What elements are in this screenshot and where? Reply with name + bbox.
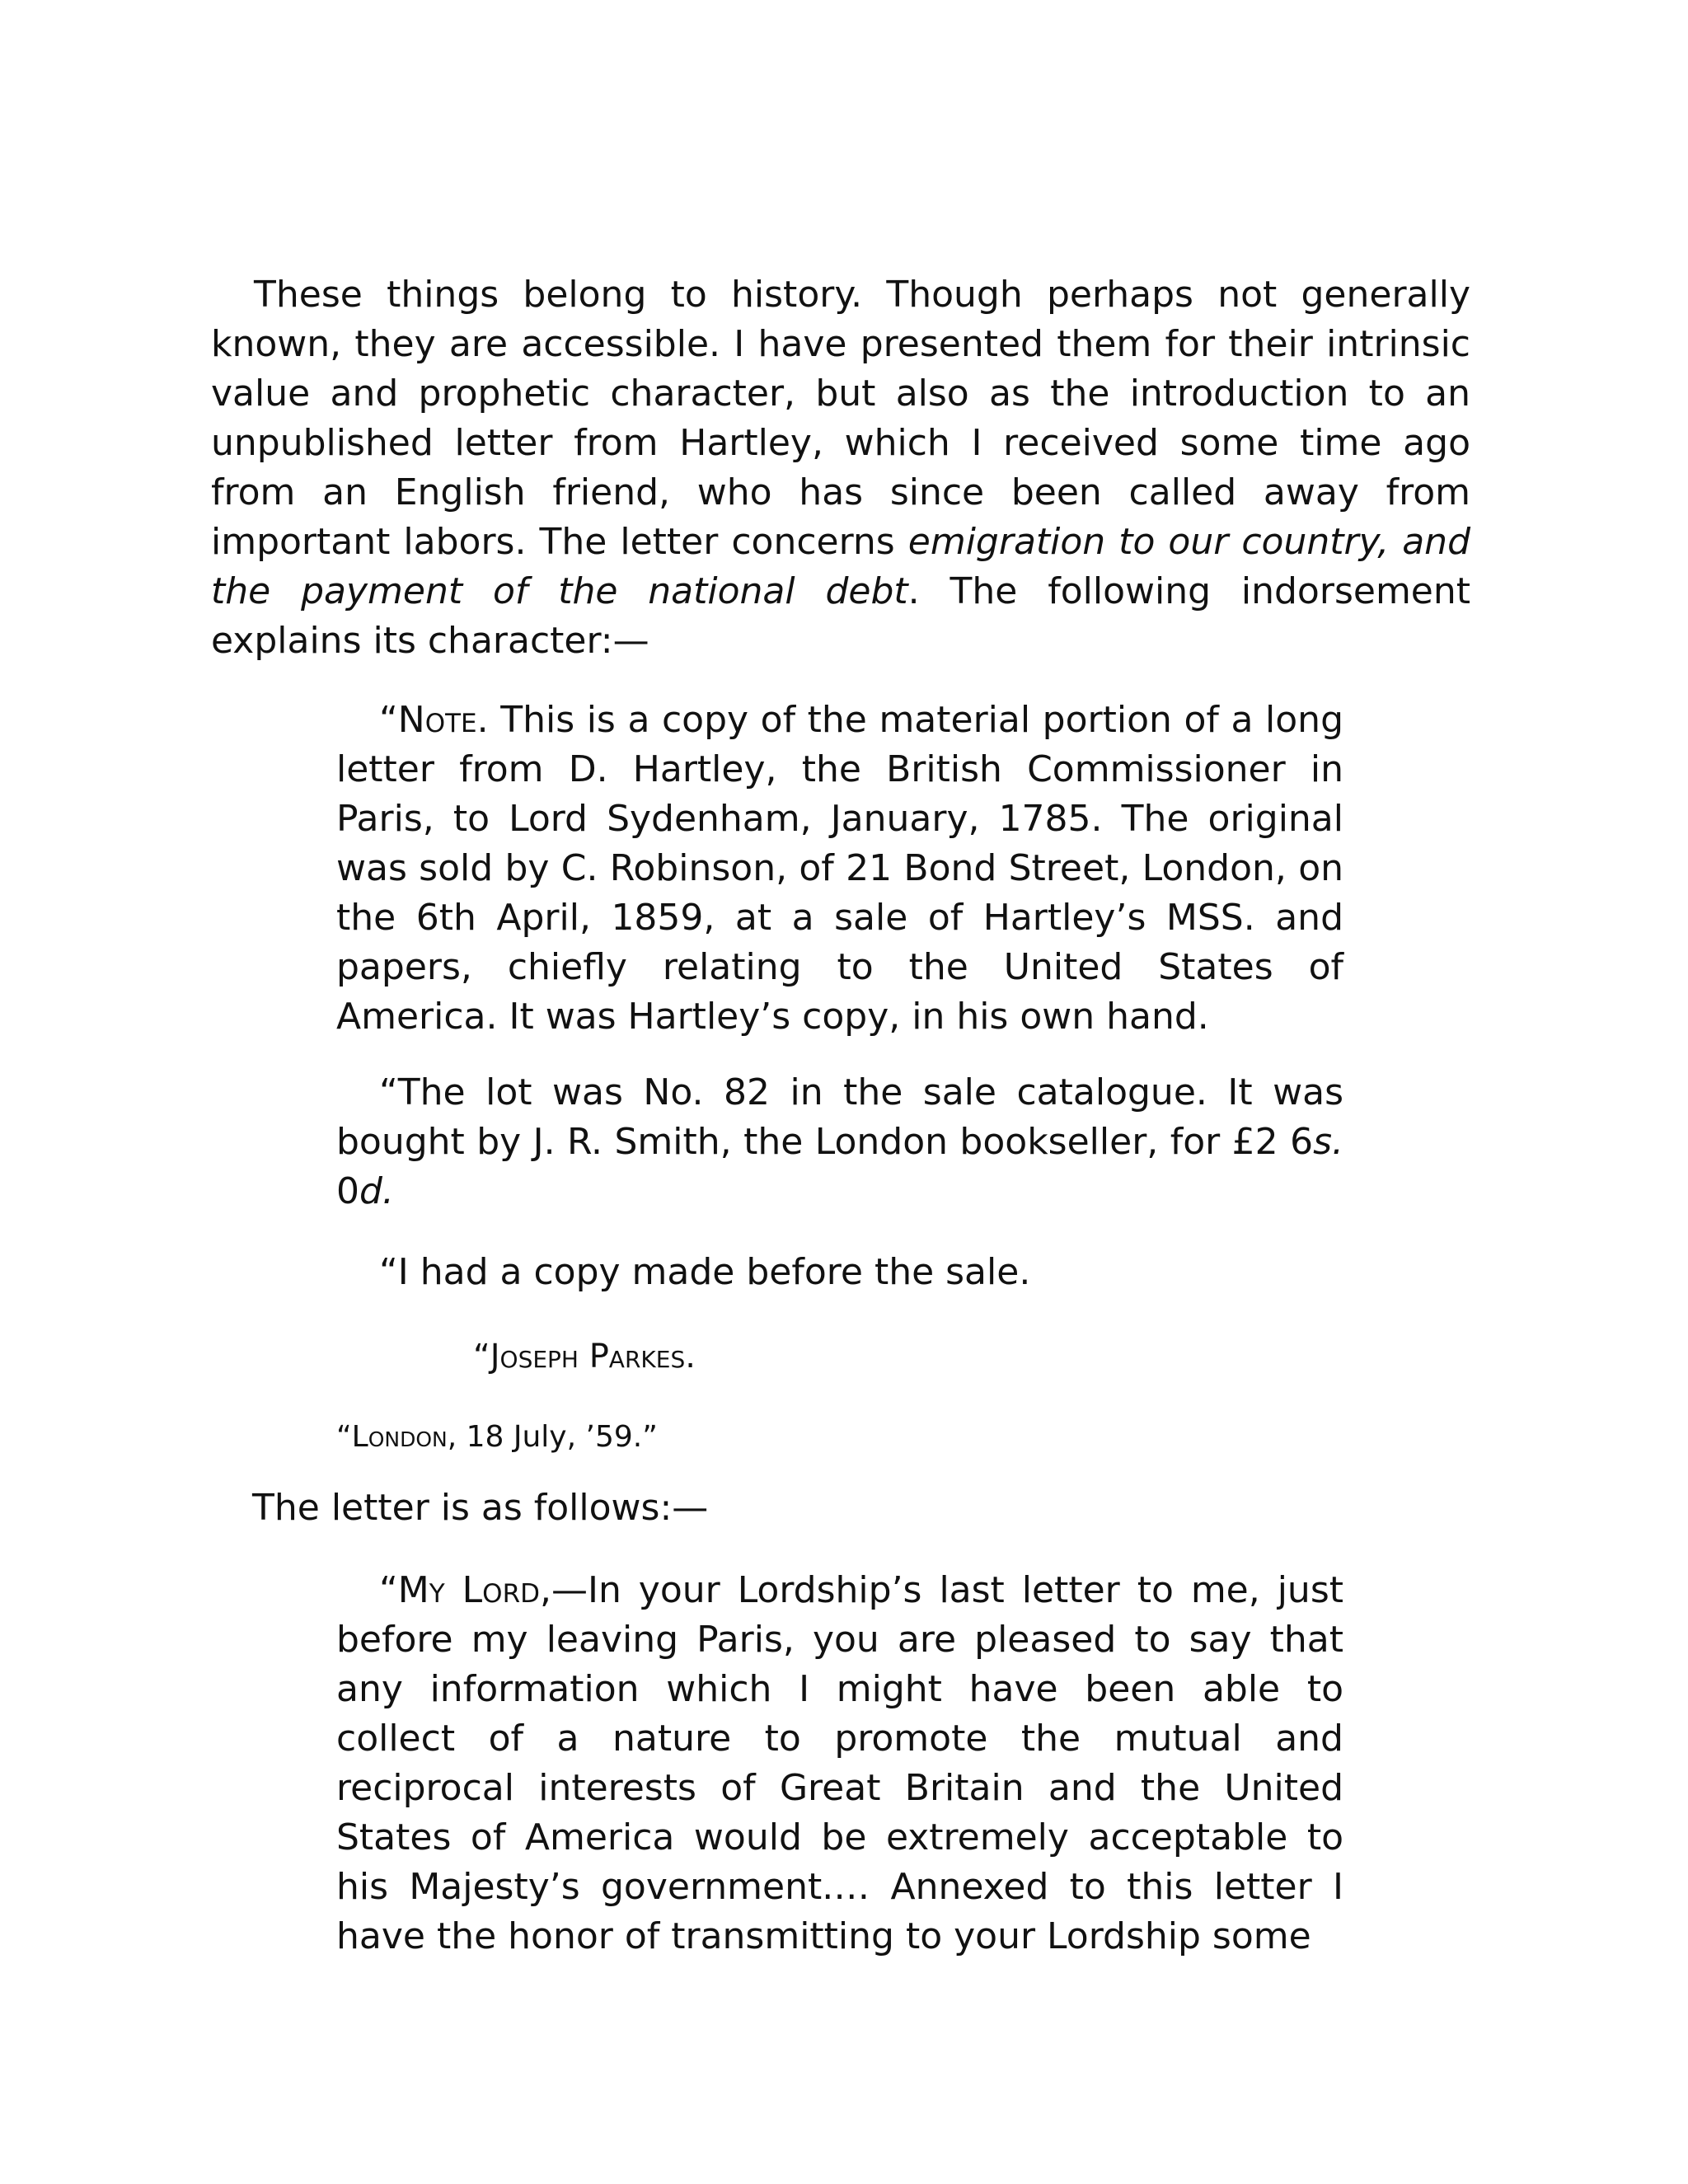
signature xyxy=(473,1333,696,1380)
lot-mid: 0 xyxy=(336,1170,359,1212)
lot-paragraph xyxy=(336,1068,1343,1216)
copy-line: “I had a copy made before the sale. xyxy=(379,1251,1031,1293)
pence-abbrev: d. xyxy=(359,1170,394,1212)
lot-text xyxy=(336,1068,1343,1216)
shillings-abbrev: s. xyxy=(1313,1121,1343,1163)
note-text xyxy=(336,696,1343,1042)
letter-text xyxy=(336,1566,1343,1961)
open-quote: “ xyxy=(336,1420,352,1454)
letter-intro: The letter is as follows:— xyxy=(252,1487,709,1529)
salutation: My Lord xyxy=(397,1569,540,1611)
letter-paragraph xyxy=(336,1566,1343,1961)
paragraph-body: These things belong to history. Though perhaps not generally known, they are accessible. I have presented them for their intrinsic value and prophetic character, but also as the introduction to an unpublished letter from Hartley, which I received some time ago from an English friend, who has since been called away from important labors. The letter concerns xyxy=(211,274,1470,563)
open-quote: “ xyxy=(473,1338,490,1376)
letter-body: ,—In your Lordship’s last letter to me, just before my leaving Paris, you are pleased to say that any information which I might have been able to collect of a nature to promote the mutual and reciprocal interests of Great Britain and the United States of America would be extremely acceptable to his Majesty’s government.… Annexed to this letter I have the honor of transmitting to your Lordship some xyxy=(336,1569,1343,1957)
dateline xyxy=(336,1416,658,1459)
dateline-place: London xyxy=(351,1420,448,1454)
dateline-date: , 18 July, ’59.” xyxy=(447,1420,658,1454)
paragraph-history xyxy=(211,270,1470,666)
signature-name: Joseph Parkes. xyxy=(490,1338,696,1376)
copy-paragraph xyxy=(336,1248,1343,1297)
open-quote: “ xyxy=(379,1569,398,1611)
note-paragraph xyxy=(336,696,1343,1042)
note-label: Note xyxy=(397,699,477,741)
paragraph-tail: . The following indorsement explains its character:— xyxy=(211,570,1471,662)
open-quote: “ xyxy=(379,699,398,741)
italic-phrase: emigration to our country, and the payment of the national debt xyxy=(211,521,1470,612)
paragraph-text xyxy=(211,270,1470,666)
lot-body: “The lot was No. 82 in the sale catalogue. It was bought by J. R. Smith, the London bookseller, for £2 6 xyxy=(336,1071,1343,1163)
note-body: . This is a copy of the material portion of a long letter from D. Hartley, the British Commissioner in Paris, to Lord Sydenham, January, 1785. The original was sold by C. Robinson, of 21 Bond Street, London, on the 6th April, 1859, at a sale of Hartley’s MSS. and papers, chiefly relating to the United States of America. It was Hartley’s copy, in his own hand. xyxy=(336,699,1343,1038)
